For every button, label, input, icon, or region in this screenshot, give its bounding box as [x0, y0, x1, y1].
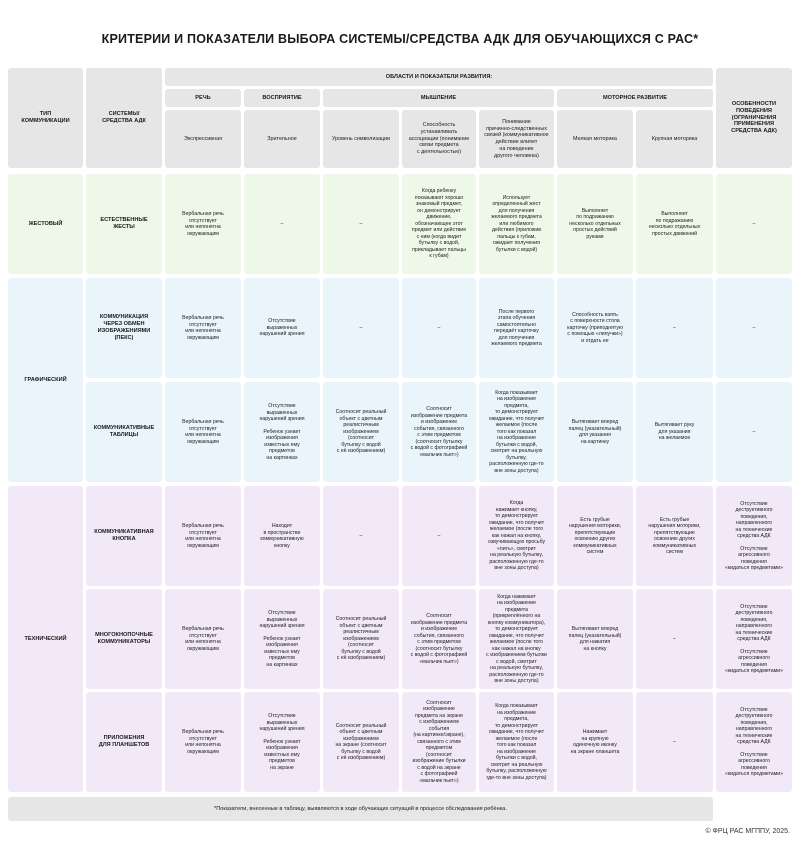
header-behavior: ОСОБЕННОСТИ ПОВЕДЕНИЯ (ОГРАНИЧЕНИЯ ПРИМЕНЕНИЯ СРЕДСТВА АДК) [716, 68, 792, 168]
pecs-speech: Вербальная речь отсутствует или непонятна окружающим [165, 278, 241, 378]
group-gesture: ЖЕСТОВЫЙ [8, 174, 83, 274]
pecs-causal: После первого этапа обучения самостоятельно передаёт карточку для получения желаемого предмета [479, 278, 554, 378]
tablet-fine: Нажимает на крупную одиночную иконку на экране планшета [557, 692, 633, 792]
button-visual: Находит в пространстве коммуникативную кнопку [244, 486, 320, 586]
copyright: © ФРЦ РАС МГППУ, 2025. [705, 828, 790, 835]
pecs-gross: – [636, 278, 713, 378]
tablet-assoc: Соотносит изображение предмета на экране с изображением события (на картинке/экране), связанного с этим предметом (соотносит изображение бутылки с водой на экране с фотографией «мальчик пьет») [402, 692, 476, 792]
system-pecs: КОММУНИКАЦИЯ ЧЕРЕЗ ОБМЕН ИЗОБРАЖЕНИЯМИ (ПЕКС) [86, 278, 162, 378]
multi-gross: – [636, 589, 713, 689]
pecs-assoc: – [402, 278, 476, 378]
tablet-visual [244, 692, 320, 792]
subheader-causal: Понимание причинно-следственных связей (коммуникативное действие влияет на поведение другого человека) [479, 110, 554, 168]
button-behavior-1: Отсутствие деструктивного поведения, направленного на технические средства АДК [735, 500, 773, 539]
multi-symbol: Соотносит реальный объект с цветным реалистичным изображением (соотносит бутылку с водой с её изображением) [323, 589, 399, 689]
tablet-behavior-2: Отсутствие агрессивного поведения «кидаться предметами» [724, 751, 784, 777]
natural-causal: Использует определенный жест для получения желаемого предмета или любимого действия (приложив пальцы к губам, ожидает получения бутылки с водой) [479, 174, 554, 274]
footnote: *Показатели, внесенные в таблицу, выявляются в ходе обучающих ситуаций в процессе обследования ребёнка. [8, 797, 713, 821]
subheader-symbol: Уровень символизации [323, 110, 399, 168]
multi-behavior-1: Отсутствие деструктивного поведения, направленного на технические средства АДК [735, 603, 773, 642]
subheader-gross: Крупная моторика [636, 110, 713, 168]
natural-behavior: – [716, 174, 792, 274]
button-gross: Есть грубые нарушения моторики, препятствующие освоению других коммуникативных систем [636, 486, 713, 586]
tablet-behavior [716, 692, 792, 792]
tablet-gross: – [636, 692, 713, 792]
tablet-behavior-1: Отсутствие деструктивного поведения, направленного на технические средства АДК [735, 706, 773, 745]
page-title: КРИТЕРИИ И ПОКАЗАТЕЛИ ВЫБОРА СИСТЕМЫ/СРЕДСТВА АДК ДЛЯ ОБУЧАЮЩИХСЯ С РАС* [101, 32, 699, 46]
pecs-behavior: – [716, 278, 792, 378]
button-fine: Есть грубые нарушения моторики, препятствующие освоению других коммуникативных систем [557, 486, 633, 586]
tablet-visual-2: Ребенок узнает изображения известных ему предметов на экране [263, 738, 301, 771]
pecs-fine: Способность взять с поверхности стола карточку (приподнятую с помощью «липучки») и отдать ее [557, 278, 633, 378]
tablet-speech: Вербальная речь отсутствует или непонятна окружающим [165, 692, 241, 792]
header-thinking: МЫШЛЕНИЕ [323, 89, 554, 107]
natural-visual: – [244, 174, 320, 274]
button-causal: Когда нажимает кнопку, то демонстрирует ожидание, что получит желаемое (после того как нажал на кнопку, озвучивающую просьбу «пить», смотрит на реальную бутылку, расположенную где-то вне зоны доступа) [479, 486, 554, 586]
tables-visual [244, 382, 320, 482]
button-behavior-2: Отсутствие агрессивного поведения «кидаться предметами» [724, 545, 784, 571]
subheader-visual: Зрительное [244, 110, 320, 168]
multi-behavior [716, 589, 792, 689]
multi-fine: Вытягивает вперед палец (указательный) для нажатия на кнопку [557, 589, 633, 689]
pecs-visual: Отсутствие выраженных нарушений зрения [244, 278, 320, 378]
button-assoc: – [402, 486, 476, 586]
button-speech: Вербальная речь отсутствует или непонятна окружающим [165, 486, 241, 586]
natural-fine: Выполняет по подражанию несколько отдельных простых действий руками [557, 174, 633, 274]
multi-visual [244, 589, 320, 689]
tables-gross: Вытягивает руку для указания на желаемое [636, 382, 713, 482]
tablet-symbol: Соотносит реальный объект с цветным изображением на экране (соотносит бутылку с водой с её изображением) [323, 692, 399, 792]
natural-assoc: Когда ребенку показывают хорошо знакомый предмет, он демонстрирует движение, обозначающее этот предмет или действие с ним (когда видит бутылку с водой, прикладывает пальцы к губам) [402, 174, 476, 274]
group-technical: ТЕХНИЧЕСКИЙ [8, 486, 83, 792]
pecs-symbol: – [323, 278, 399, 378]
multi-visual-1: Отсутствие выраженных нарушений зрения [259, 610, 305, 629]
header-areas: ОБЛАСТИ И ПОКАЗАТЕЛИ РАЗВИТИЯ: [165, 68, 713, 86]
header-speech: РЕЧЬ [165, 89, 241, 107]
multi-causal: Когда нажимает на изображение предмета (прикреплённого на кнопку коммуникатора), то демонстрирует ожидание, что получит желаемое (после того как нажал на кнопку с изображением бутылки с водой, смотрит на реальную бутылку, расположенную где-то вне зоны доступа) [479, 589, 554, 689]
system-natural-gestures: ЕСТЕСТВЕННЫЕ ЖЕСТЫ [86, 174, 162, 274]
system-tablet-apps: ПРИЛОЖЕНИЯ ДЛЯ ПЛАНШЕТОВ [86, 692, 162, 792]
natural-symbol: – [323, 174, 399, 274]
system-multi-button: МНОГОКНОПОЧНЫЕ КОММУНИКАТОРЫ [86, 589, 162, 689]
subheader-expressive: Экспрессивная [165, 110, 241, 168]
button-symbol: – [323, 486, 399, 586]
tablet-visual-1: Отсутствие выраженных нарушений зрения [259, 713, 305, 732]
system-comm-button: КОММУНИКАТИВНАЯ КНОПКА [86, 486, 162, 586]
subheader-assoc: Способность устанавливать ассоциации (понимание связи предмета с деятельностью) [402, 110, 476, 168]
button-behavior [716, 486, 792, 586]
tables-visual-2: Ребенок узнает изображения известных ему предметов на картинках [263, 428, 301, 461]
tables-behavior: – [716, 382, 792, 482]
tables-fine: Вытягивает вперед палец (указательный) для указания на картинку [557, 382, 633, 482]
multi-behavior-2: Отсутствие агрессивного поведения «кидаться предметами» [724, 648, 784, 674]
multi-visual-2: Ребенок узнает изображения известных ему предметов на картинках [263, 635, 301, 668]
natural-speech: Вербальная речь отсутствует или непонятна окружающим [165, 174, 241, 274]
tablet-causal: Когда показывает на изображение предмета, то демонстрирует ожидание, что получит желаемое (после того как показал на изображение бутылки с водой, смотрит на реальную бутылку, расположенную где-то вне зоны доступа) [479, 692, 554, 792]
group-graphic: ГРАФИЧЕСКИЙ [8, 278, 83, 482]
natural-gross: Выполняет по подражанию несколько отдельных простых движений [636, 174, 713, 274]
header-motor: МОТОРНОЕ РАЗВИТИЕ [557, 89, 713, 107]
header-perception: ВОСПРИЯТИЕ [244, 89, 320, 107]
tables-symbol: Соотносит реальный объект с цветным реалистичным изображением (соотносит бутылку с водой с её изображением) [323, 382, 399, 482]
tables-assoc: Соотносит изображение предмета и изображение события, связанного с этим предметом (соотносит бутылку с водой с фотографией «мальчик пьет») [402, 382, 476, 482]
tables-speech: Вербальная речь отсутствует или непонятна окружающим [165, 382, 241, 482]
system-comm-tables: КОММУНИКАТИВНЫЕ ТАБЛИЦЫ [86, 382, 162, 482]
header-systems: СИСТЕМЫ/ СРЕДСТВА АДК [86, 68, 162, 168]
multi-speech: Вербальная речь отсутствует или непонятна окружающим [165, 589, 241, 689]
tables-visual-1: Отсутствие выраженных нарушений зрения [259, 403, 305, 422]
multi-assoc: Соотносит изображение предмета и изображение события, связанного с этим предметом (соотносит бутылку с водой с фотографией «мальчик пьет») [402, 589, 476, 689]
subheader-fine: Мелкая моторика [557, 110, 633, 168]
header-type: ТИП КОММУНИКАЦИИ [8, 68, 83, 168]
tables-causal: Когда показывает на изображение предмета, то демонстрирует ожидание, что получит желаемое (после того как показал на изображение бутылки с водой, смотрит на реальную бутылку, расположенную где-то вне зоны доступа) [479, 382, 554, 482]
